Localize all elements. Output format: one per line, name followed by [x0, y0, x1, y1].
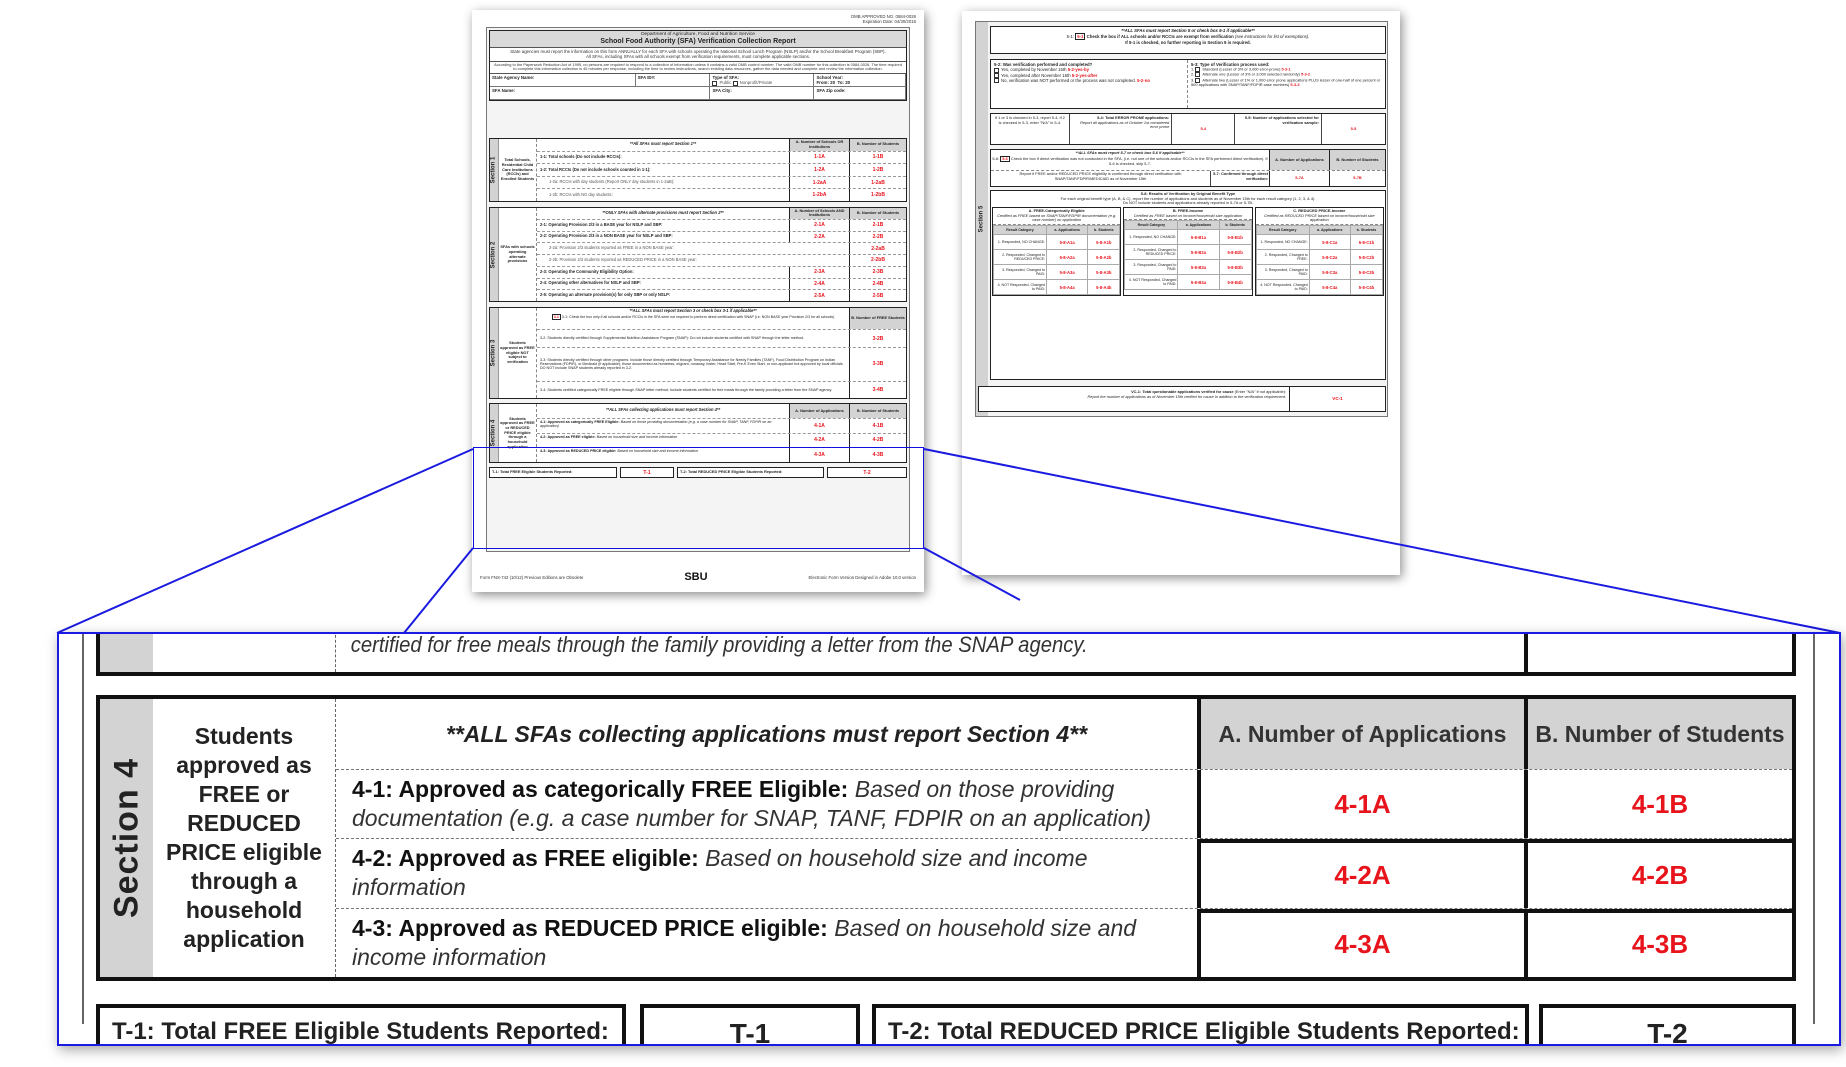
q5-4-5-box [990, 113, 1386, 145]
field-4-2A[interactable]: 4-2A [1197, 839, 1524, 907]
page-footer [480, 571, 916, 584]
row-label: 4-2: Approved as FREE eligible: [540, 434, 596, 439]
section-4-label: Section 4 [490, 419, 497, 447]
row-text: 2-3: Operating the Community Eligibility Option: [540, 268, 634, 274]
field-5-8-C1a[interactable]: 5-8-C1a [1309, 235, 1350, 250]
field-2-4A[interactable]: 2-4A [789, 279, 849, 290]
t2-label: T-2: Total REDUCED PRICE Eligible Students Reported: [677, 467, 824, 478]
table-row [537, 290, 906, 301]
page-border-right [1813, 634, 1815, 1024]
public-label: Public [719, 80, 732, 86]
form-title: School Food Authority (SFA) Verification Collection Report [600, 37, 796, 45]
type-of-sfa-label: Type of SFA: [712, 75, 739, 81]
row-text: 3-4: Students certified categorically FREE eligible through SNAP letter method: Include students certified for free meals through the family providing a letter from the SNAP agency. [540, 387, 833, 392]
section-1-label: Section 1 [490, 156, 497, 184]
state-agency-name-field[interactable]: State Agency Name: [490, 74, 636, 87]
q5-1-italic: (see instructions for list of exemptions). [1234, 34, 1310, 40]
table-row [537, 330, 906, 347]
q5-1-line2: If 5-1 is checked, no further reporting in Section 5 is required. [1125, 40, 1251, 46]
field-5-8-C1b[interactable]: 5-8-C1b [1350, 235, 1382, 250]
section-5-frame [975, 21, 1388, 417]
option-code: 5-3-3 [1290, 81, 1300, 87]
row-text: 1-1: Total schools (Do not include RCCIs): [540, 153, 622, 159]
field-5-8-C2a[interactable]: 5-8-C2a [1309, 250, 1350, 265]
field-5-8-C4b[interactable]: 5-8-C4b [1350, 280, 1382, 295]
table-row [537, 279, 906, 291]
row-label: 4-2: Approved as FREE eligible: [352, 845, 699, 872]
section-4-highlight-box [473, 447, 924, 549]
field-5-8-C3b[interactable]: 5-8-C3b [1350, 265, 1382, 280]
table-row [336, 839, 1792, 908]
section-3 [489, 307, 907, 399]
block-title: B. FREE-Income [1172, 208, 1204, 214]
col-header: a. Applications [1178, 221, 1219, 230]
q5-4-instruction: If 1 or 3 is checked in 5-3, report 5-4. If 2 is checked in 5-3, enter "N/A" in 5-4. [991, 114, 1070, 144]
col-header: a. Applications [1047, 226, 1088, 235]
col-header: b. Students [1350, 226, 1382, 235]
q5-1-box [990, 26, 1386, 54]
section-2-note: **ONLY SFAs with alternate provisions must report Section 2** [602, 209, 724, 215]
connector-line-top-left [57, 449, 473, 633]
field-5-8-B2a[interactable]: 5-8-B2a [1178, 245, 1219, 260]
from-year: From: 20 [816, 80, 836, 86]
option-label: Standard (Lesser of 3% or 3,000 error-prone) [1202, 66, 1281, 72]
connector-line-bottom-left [404, 548, 473, 633]
field-2-5B[interactable]: 2-5B [849, 290, 906, 301]
form-number: Form FNS-742 (10/12) Previous Editions are Obsolete [480, 574, 584, 580]
type-of-sfa-field [710, 74, 814, 87]
omb-info [851, 14, 916, 24]
benefit-block-c [1255, 207, 1384, 296]
row-text: 2-2: Operating Provision 2/3 in a NON BASE year for NSLP and SBP: [540, 233, 673, 239]
field-4-1A[interactable]: 4-1A [789, 419, 849, 433]
table-row [537, 164, 906, 177]
public-checkbox[interactable] [712, 81, 717, 86]
col-header: b. Students [1088, 226, 1120, 235]
row-text: 3-3: Students directly certified through other programs: Include those directly certified through Temporary Assistance for Needy Families (TANF), Food Distribution Program on Indian Reservations (FDPIR), or Medicaid (if applicable); those documented as homeless, migrant, runaway, foster, Head Start, Pre-K Even Start, or non-applicant but approved by local officials. DO NOT include SNAP students already reported in 3-2. [540, 357, 844, 371]
row-desc: Based on household size and income information [352, 914, 1137, 970]
field-4-3A[interactable]: 4-3A [1197, 909, 1524, 977]
col-b-header: B. Number of Students [1329, 150, 1385, 170]
to-year: To: 20 [837, 80, 851, 86]
block-sub: Certified as REDUCED PRICE based on income/household size application [1263, 212, 1375, 223]
block-sub: Certified as FREE based on SNAP/TANF/FDPIR documentation (e.g. case number) on application [997, 212, 1117, 223]
sfa-zip-field[interactable]: SFA Zip code: [814, 87, 906, 100]
field-2-4B[interactable]: 2-4B [849, 279, 906, 290]
t1-label: T-1: Total FREE Eligible Students Reported: [96, 1004, 626, 1046]
field-3-3B[interactable]: 3-3B [849, 348, 906, 381]
sfa-fields [490, 73, 906, 100]
q5-6-prefix: 5-6: [992, 155, 1000, 161]
field-4-2B[interactable]: 4-2B [1524, 839, 1792, 907]
omb-number: OMB APPROVED NO. 0584-0026 [850, 14, 916, 19]
field-5-7A[interactable]: 5-7A [1269, 171, 1329, 186]
sfa-id-field[interactable]: SFA ID#: [636, 74, 711, 87]
field-4-3B[interactable]: 4-3B [1524, 909, 1792, 977]
table-row [537, 177, 906, 190]
section-4-label: Section 4 [107, 757, 145, 919]
q5-4-label: 5-4: Total ERROR PRONE applications: [1097, 115, 1170, 120]
field-1-1A[interactable]: 1-1A [789, 152, 849, 164]
table-row [537, 243, 906, 255]
q5-2-3-box [990, 59, 1386, 109]
option-code: 5-3-1 [1281, 66, 1291, 72]
q5-5-label: 5-5: Number of applications selected for verification sample: [1235, 114, 1322, 144]
q5-8-instruction2: Do NOT include students and applications already reported in 5-7A or 5-7B. [1122, 200, 1254, 206]
school-year-field[interactable] [814, 74, 906, 87]
table-row [336, 909, 1792, 977]
field-5-8-B1a[interactable]: 5-8-B1a [1178, 230, 1219, 245]
field-5-8-B3b[interactable]: 5-8-B3b [1219, 260, 1251, 275]
option-code: 5-2-yes-after [1071, 72, 1098, 78]
sfa-name-field[interactable]: SFA Name: [490, 87, 710, 100]
field-1-2B[interactable]: 1-2B [849, 164, 906, 176]
result-category: 2. Responded, Changed to REDUCED PRICE: [1125, 245, 1178, 260]
row-text: 1-2a: RCCIs with day students (Report ONLY day students in 1-2aB): [549, 179, 675, 185]
q5-7-label: 5-7: Confirmed through direct verification: [1213, 171, 1268, 181]
field-5-8-A4a[interactable]: 5-8-A4a [1047, 280, 1088, 295]
result-category: 2. Responded, Changed to REDUCED PRICE: [994, 250, 1047, 265]
option-code: 5-2-no [1137, 77, 1150, 83]
field-2-2bB[interactable]: 2-2bB [849, 255, 906, 266]
paperwork-notice: According to the Paperwork Reduction Act of 1995, no persons are required to respond to a collection of information unless it contains a valid OMB control number. The valid OMB number for this collection is 0584-0026. The time required to complete this information collection is 45 minutes per response, including the time to review instructions, search existing data resources, gather the data needed and complete and review the information collection. [490, 61, 906, 73]
row-text: 2-2a: Provision 2/3 students reported as FREE in a NON BASE year: [549, 245, 674, 251]
field-5-8-A4b[interactable]: 5-8-A4b [1088, 280, 1120, 295]
row-desc: Based on household size and income information [617, 449, 698, 454]
row-desc: Based on those providing documentation (e.g. a case number for SNAP, TANF, FDPIR on an application) [540, 419, 772, 429]
form-version: Electronic Form Version Designed in Adobe 10.0 version [808, 574, 916, 580]
table-row [537, 189, 906, 201]
vc-1-italic: Report the number of applications as of November 15th verified for cause in addition to the verification requirement. [1087, 393, 1286, 399]
field-4-2B[interactable]: 4-2B [849, 434, 906, 448]
field-1-2bB[interactable]: 1-2bB [849, 189, 906, 201]
nonprofit-checkbox[interactable] [733, 81, 738, 86]
col-a-header: A. Number of Schools OR Institutions [789, 139, 849, 151]
option-num: 1. [1191, 66, 1195, 72]
col-b-header: B. Number of Students [849, 404, 906, 418]
field-5-8-A1b[interactable]: 5-8-A1b [1088, 235, 1120, 250]
table-row [537, 232, 906, 244]
sbu-label: SBU [684, 570, 708, 583]
field-4-1B[interactable]: 4-1B [1524, 770, 1792, 838]
section-3-desc: Students approved as FREE eligible NOT subject to verification [499, 308, 537, 398]
table-row [537, 255, 906, 267]
row-label: 4-3: Approved as REDUCED PRICE eligible: [352, 914, 828, 941]
q5-8-instruction: For each original benefit type (A, B, & C), report the number of applications and students as of November 15th for each result category (1, 2, 3, & 4). [1060, 195, 1316, 201]
row-text: 1-2b: RCCIs with NO day students: [549, 191, 613, 197]
col-b-header: B. Number of FREE Students [849, 308, 906, 329]
field-t2[interactable]: T-2 [1539, 1004, 1796, 1046]
option-num: 3. [1191, 77, 1195, 83]
option-label: Alternate two (Lesser of 1% or 1,000 error prone applications PLUS lesser of one-half of one percent or 500 applications with SNAP/TANF/FDPIR case numbers) [1191, 77, 1381, 87]
result-category: 2. Responded, Changed to FREE: [1256, 250, 1309, 265]
q5-6-note: **ALL SFAs must report 5-7 or check box 5-6 if applicable** [1075, 150, 1185, 155]
field-5-8-A3a[interactable]: 5-8-A3a [1047, 265, 1088, 280]
field-4-1B[interactable]: 4-1B [849, 419, 906, 433]
prev-row-text: certified for free meals through the family providing a letter from the SNAP agency. [350, 632, 1088, 657]
section-1-note: **All SFAs must report Section 1** [629, 141, 697, 147]
row-text: 2-4: Operating other alternatives for NSLP and SBP: [540, 280, 641, 286]
section-4-desc: Students approved as FREE or REDUCED PRICE eligible through a household application [153, 699, 336, 977]
option-label: Yes, completed by November 15th [1001, 67, 1067, 73]
row-desc: Based on household size and income information [596, 434, 678, 439]
row-text: 2-5: Operating an alternate provision(s) for only SBP or only NSLP: [540, 292, 671, 298]
q5-8-title: 5-8: Results of Verification by Original Benefit Type [1140, 191, 1236, 196]
field-5-8-C4a[interactable]: 5-8-C4a [1309, 280, 1350, 295]
row-desc: Based on those providing documentation (e.g. a case number for SNAP, TANF, FDPIR on an application) [352, 776, 1152, 832]
field-1-2aA[interactable]: 1-2aA [789, 177, 849, 189]
field-5-8-B2b[interactable]: 5-8-B2b [1219, 245, 1251, 260]
option-label: Yes, completed after November 15th [1001, 72, 1071, 78]
section-4-label-bar [100, 699, 153, 977]
field-t1[interactable]: T-1 [620, 467, 674, 478]
checkbox-5-2-no[interactable] [994, 78, 999, 83]
field-4-2A[interactable]: 4-2A [789, 434, 849, 448]
field-5-4[interactable]: 5-4 [1172, 114, 1235, 144]
row-text: 2-2b: Provision 2/3 students reported as REDUCED PRICE in a NON BASE year: [549, 256, 697, 262]
option-code: 5-3-2 [1300, 71, 1311, 77]
field-3-2B[interactable]: 3-2B [849, 330, 906, 346]
field-5-8-B4a[interactable]: 5-8-B4a [1178, 275, 1219, 290]
col-a-header: A. Number of Applications [1197, 699, 1524, 769]
field-5-8-A3b[interactable]: 5-8-A3b [1088, 265, 1120, 280]
row-text: 1-2: Total RCCIs (Do not include schools counted in 1-1): [540, 166, 651, 172]
col-header: b. Students [1219, 221, 1251, 230]
field-2-2A[interactable]: 2-2A [789, 232, 849, 243]
zoomed-section-4-inset [57, 632, 1841, 1046]
table-row [336, 770, 1792, 839]
t2-label: T-2: Total REDUCED PRICE Eligible Students Reported: [872, 1004, 1529, 1046]
table-row [537, 220, 906, 232]
field-2-3B[interactable]: 2-3B [849, 267, 906, 278]
q5-6-7-box [990, 149, 1386, 187]
result-category: 4. NOT Responded, Changed to PAID: [1256, 280, 1309, 295]
option-label: No, verification was NOT performed or the process was not completed. [1001, 77, 1136, 83]
vc-1-box [978, 386, 1386, 412]
col-b-header: B. Number of Students [849, 208, 906, 219]
col-a-header: A. Number of Applications [1269, 150, 1329, 170]
checkbox-5-1[interactable]: 5-1 [1077, 34, 1084, 40]
page-border-left [82, 634, 84, 1024]
section-2-label: Section 2 [490, 241, 497, 268]
col-a-header: A. Number of Schools AND Institutions [789, 208, 849, 219]
field-2-1A[interactable]: 2-1A [789, 220, 849, 231]
result-category: 1. Responded, NO CHANGE: [1125, 230, 1178, 245]
option-label: Alternate one (Lesser of 3% or 3,000 selected randomly) [1202, 71, 1300, 77]
form-header [489, 30, 907, 101]
checkbox-5-6[interactable]: 5-6 [1002, 155, 1008, 161]
q5-4-italic: Report all applications as of October 1st considered error prone [1080, 119, 1170, 130]
block-title: C. REDUCED PRICE-Income [1293, 208, 1346, 214]
field-t1[interactable]: T-1 [640, 1004, 860, 1046]
option-code: 5-2-yes-by [1067, 67, 1089, 73]
section-4-desc: Students approved as FREE or REDUCED PRICE eligible through a household application [499, 404, 537, 462]
nonprofit-label: Nonprofit/Private [739, 80, 773, 86]
row-label: 4-1: Approved as categorically FREE Eligible: [352, 776, 849, 803]
header-row [336, 699, 1792, 770]
field-2-2B[interactable]: 2-2B [849, 232, 906, 243]
row-label: 4-1: Approved as categorically FREE Eligible: [540, 419, 620, 424]
col-header: Result Category [1125, 221, 1178, 230]
q5-2-title: 5-2: Was verification performed and completed? [994, 62, 1093, 67]
field-5-8-B4b[interactable]: 5-8-B4b [1219, 275, 1251, 290]
field-1-2A[interactable]: 1-2A [789, 164, 849, 176]
field-vc-1[interactable]: VC-1 [1332, 396, 1343, 402]
q5-1-prefix: 5-1: [1066, 34, 1074, 40]
block-title: A. FREE-Categorically Eligible [1028, 208, 1085, 214]
section-5-label-bar [976, 22, 988, 416]
section-4-note: **ALL SFAs collecting applications must report Section 4** [445, 720, 1088, 747]
field-t2[interactable]: T-2 [827, 467, 907, 478]
field-5-8-B1b[interactable]: 5-8-B1b [1219, 230, 1251, 245]
result-category: 3. Responded, Changed to PAID: [1125, 260, 1178, 275]
intro-text: State agencies must report the information on this form ANNUALLY for each SFA with schools operating the National School Lunch Program (NSLP) and/or the School Breakfast Program (SBP). [510, 49, 886, 55]
q5-1-note: **ALL SFAs must report Section 5 or check box 5-1 if applicable** [1121, 28, 1255, 33]
field-2-5A[interactable]: 2-5A [789, 290, 849, 301]
field-5-8-B3a[interactable]: 5-8-B3a [1178, 260, 1219, 275]
vc-1-label: VC-1: Total questionable applications verified for cause [1131, 389, 1234, 394]
expiration-date: Expiration Date: 04/30/2016 [862, 19, 916, 25]
field-5-8-C3a[interactable]: 5-8-C3a [1309, 265, 1350, 280]
col-header: Result Category [1256, 226, 1309, 235]
benefit-block-b [1123, 207, 1252, 296]
field-5-8-C2b[interactable]: 5-8-C2b [1350, 250, 1382, 265]
row-text: 3-2: Students directly certified through Supplemental Nutrition Assistance Program (SNAP): Do not include students certified with SNAP through the letter method. [540, 336, 805, 341]
col-b-header: B. Number of Students [849, 139, 906, 151]
col-header: a. Applications [1309, 226, 1350, 235]
result-category: 4. NOT Responded, Changed to PAID: [1125, 275, 1178, 290]
section-2-desc: SFAs with schools operating alternate provisions [499, 208, 537, 301]
row-text: 3-1: Check the box only if all schools and/or RCCIs in the SFA were not required to perform direct certification with SNAP (i.e. NON BASE year Provision 2/3 for all schools) [561, 314, 835, 319]
row-label: 4-3: Approved as REDUCED PRICE eligible: [540, 449, 617, 454]
benefit-block-a [992, 207, 1121, 296]
row-desc: Based on household size and income information [352, 845, 1088, 901]
q5-3-title: 5-3: Type of Verification process used: [1191, 62, 1270, 67]
checkbox-3-1[interactable]: 3-1 [553, 314, 559, 319]
field-2-2aB[interactable]: 2-2aB [849, 243, 906, 254]
field-5-8-A2b[interactable]: 5-8-A2b [1088, 250, 1120, 265]
section-1-desc: Total Schools, Residential Child Care Institutions (RCCIs) and Enrolled Students [499, 139, 537, 201]
col-b-header: B. Number of Students [1524, 699, 1792, 769]
q5-6-text: Check the box if direct verification was not conducted in the SFA, (i.e. not one of the schools and/or RCCIs in the SFA performed direct verification). If 5-6 is checked, skip 5-7. [1010, 155, 1268, 167]
intro-text-2: All SFAs, including SFAs with all schools exempt from verification requirements, must complete applicable sections. [585, 54, 811, 60]
result-category: 3. Responded, Changed to PAID: [1256, 265, 1309, 280]
section-4-table [96, 695, 1796, 981]
section-3-last-row [96, 632, 1796, 676]
row-text: 2-1: Operating Provision 2/3 in a BASE year for NSLP and SBP: [540, 221, 663, 227]
q5-8-box [990, 190, 1386, 380]
school-year-label: School Year: [816, 75, 843, 81]
result-category: 1. Responded, NO CHANGE: [994, 235, 1047, 250]
field-5-8-A2a[interactable]: 5-8-A2a [1047, 250, 1088, 265]
sfa-city-field[interactable]: SFA City: [710, 87, 814, 100]
table-row [537, 152, 906, 165]
field-5-7B[interactable]: 5-7B [1329, 171, 1385, 186]
result-category: 4. NOT Responded, Changed to PAID: [994, 280, 1047, 295]
field-5-5[interactable]: 5-5 [1350, 125, 1357, 131]
col-a-header: A. Number of Applications [789, 404, 849, 418]
result-category: 1. Responded, NO CHANGE: [1256, 235, 1309, 250]
field-5-8-A1a[interactable]: 5-8-A1a [1047, 235, 1088, 250]
q5-1-text: Check the box if ALL schools and/or RCCIs are exempt from verification [1086, 34, 1234, 40]
block-sub: Certified as FREE based on income/household size application [1133, 212, 1243, 218]
field-4-3B[interactable]: 4-3B [849, 448, 906, 462]
department: Department of Agriculture, Food and Nutrition Service [641, 32, 755, 37]
section-5-label: Section 5 [978, 205, 985, 233]
q5-7-instruction: Report if FREE and/or REDUCED PRICE eligibility is confirmed through direct verification with SNAP/TANF/FDPIR/MEDICAID as of November 15th [991, 171, 1211, 186]
section-1 [489, 138, 907, 202]
table-row [537, 348, 906, 382]
col-header: Result Category [994, 226, 1047, 235]
field-2-3A[interactable]: 2-3A [789, 267, 849, 278]
field-1-1B[interactable]: 1-1B [849, 152, 906, 164]
field-2-1B[interactable]: 2-1B [849, 220, 906, 231]
section-2 [489, 207, 907, 302]
field-4-3A[interactable]: 4-3A [789, 448, 849, 462]
table-row [537, 419, 906, 434]
t1-label: T-1: Total FREE Eligible Students Reported: [489, 467, 617, 478]
field-3-4B[interactable]: 3-4B [849, 382, 906, 398]
table-row [537, 382, 906, 398]
field-4-1A[interactable]: 4-1A [1197, 770, 1524, 838]
vc-1-note: (Enter "N/A" if not applicable): [1234, 389, 1286, 394]
table-row [537, 267, 906, 279]
checkbox-5-2-yes-by[interactable] [994, 68, 999, 73]
option-num: 2. [1191, 71, 1195, 77]
section-4-note: **ALL SFAs collecting applications must report Section 4** [605, 407, 721, 413]
field-1-2bA[interactable]: 1-2bA [789, 189, 849, 201]
section-3-label: Section 3 [490, 339, 497, 367]
field-1-2aB[interactable]: 1-2aB [849, 177, 906, 189]
result-category: 3. Responded, Changed to PAID: [994, 265, 1047, 280]
section-3-note: **ALL SFAs must report Section 3 or check box 3-1 if applicable** [629, 308, 757, 313]
form-page-2 [962, 11, 1400, 575]
